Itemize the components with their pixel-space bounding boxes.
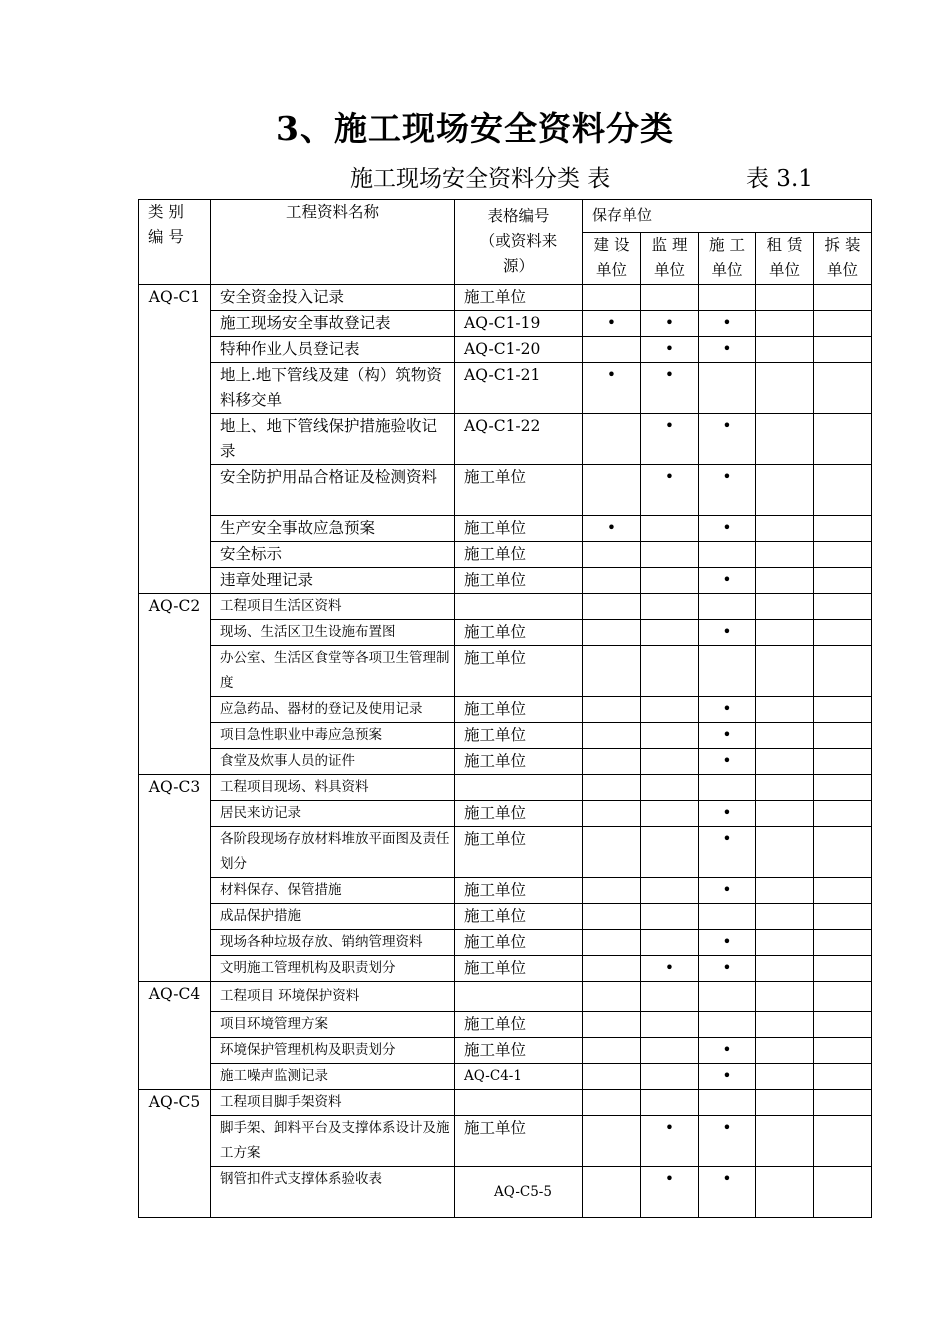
- form-code: [455, 1090, 583, 1116]
- keep-cell: [641, 1038, 699, 1064]
- keep-cell: [756, 697, 814, 723]
- document-name: 各阶段现场存放材料堆放平面图及责任划分: [211, 827, 455, 878]
- form-code: AQ-C4-1: [455, 1064, 583, 1090]
- keep-cell: [583, 414, 641, 465]
- keep-cell: [641, 801, 699, 827]
- table-row: [139, 542, 872, 568]
- form-code: [455, 775, 583, 801]
- keep-cell: [814, 646, 872, 697]
- keep-cell: [641, 775, 699, 801]
- keep-cell: [641, 723, 699, 749]
- keep-cell: [814, 956, 872, 982]
- keep-cell: [756, 723, 814, 749]
- category-code: AQ-C4: [139, 982, 211, 1090]
- header-category: 类 别 编 号: [139, 200, 211, 285]
- keep-cell: [814, 594, 872, 620]
- keep-mark: •: [641, 1116, 699, 1167]
- document-name: 现场、生活区卫生设施布置图: [211, 620, 455, 646]
- keep-cell: [756, 568, 814, 594]
- keep-cell: [756, 1116, 814, 1167]
- keep-cell: [699, 904, 756, 930]
- table-row: [139, 1090, 872, 1116]
- keep-cell: [756, 363, 814, 414]
- form-code: 施工单位: [455, 827, 583, 878]
- header-name: 工程资料名称: [211, 200, 455, 285]
- page-title: 3、施工现场安全资料分类: [276, 109, 674, 148]
- keep-cell: [583, 568, 641, 594]
- form-code: [455, 982, 583, 1012]
- keep-cell: [756, 775, 814, 801]
- keep-mark: •: [699, 1064, 756, 1090]
- keep-cell: [756, 1167, 814, 1218]
- keep-cell: [814, 749, 872, 775]
- document-name: 安全防护用品合格证及检测资料: [211, 465, 455, 516]
- document-name: 食堂及炊事人员的证件: [211, 749, 455, 775]
- keep-cell: [699, 1090, 756, 1116]
- category-code: AQ-C3: [139, 775, 211, 982]
- form-code: AQ-C1-22: [455, 414, 583, 465]
- keep-cell: [814, 775, 872, 801]
- form-code: AQ-C5-5: [455, 1167, 583, 1218]
- table-row: [139, 697, 872, 723]
- table-row: [139, 827, 872, 878]
- document-name: 环境保护管理机构及职责划分: [211, 1038, 455, 1064]
- keep-cell: [641, 982, 699, 1012]
- document-name: 生产安全事故应急预案: [211, 516, 455, 542]
- keep-mark: •: [699, 723, 756, 749]
- keep-cell: [583, 285, 641, 311]
- keep-cell: [583, 904, 641, 930]
- form-code: AQ-C1-21: [455, 363, 583, 414]
- keep-cell: [756, 646, 814, 697]
- category-code: AQ-C1: [139, 285, 211, 594]
- form-code: 施工单位: [455, 749, 583, 775]
- keep-cell: [756, 1064, 814, 1090]
- keep-cell: [814, 1167, 872, 1218]
- keep-cell: [641, 904, 699, 930]
- table-row: [139, 363, 872, 414]
- keep-cell: [814, 568, 872, 594]
- form-code: 施工单位: [455, 620, 583, 646]
- table-row: [139, 594, 872, 620]
- keep-cell: [756, 516, 814, 542]
- document-name: 成品保护措施: [211, 904, 455, 930]
- keep-cell: [814, 827, 872, 878]
- document-name: 工程项目 环境保护资料: [211, 982, 455, 1012]
- keep-mark: •: [699, 697, 756, 723]
- form-code: 施工单位: [455, 516, 583, 542]
- keep-cell: [583, 337, 641, 363]
- keep-mark: •: [641, 1167, 699, 1218]
- table-number: 表 3.1: [746, 166, 813, 192]
- keep-cell: [814, 311, 872, 337]
- keep-cell: [583, 1116, 641, 1167]
- document-name: 安全标示: [211, 542, 455, 568]
- keep-cell: [699, 1012, 756, 1038]
- keep-mark: •: [699, 956, 756, 982]
- keep-mark: •: [699, 620, 756, 646]
- keep-mark: •: [641, 956, 699, 982]
- keep-cell: [583, 723, 641, 749]
- keep-cell: [583, 1064, 641, 1090]
- keep-cell: [641, 1090, 699, 1116]
- keep-mark: •: [699, 1038, 756, 1064]
- keep-cell: [583, 930, 641, 956]
- document-name: 违章处理记录: [211, 568, 455, 594]
- keep-cell: [583, 749, 641, 775]
- keep-cell: [814, 285, 872, 311]
- keep-cell: [814, 878, 872, 904]
- table-row: [139, 930, 872, 956]
- keep-cell: [583, 646, 641, 697]
- category-code: AQ-C2: [139, 594, 211, 775]
- keep-cell: [583, 1167, 641, 1218]
- document-name: 办公室、生活区食堂等各项卫生管理制度: [211, 646, 455, 697]
- table-row: [139, 311, 872, 337]
- keep-cell: [814, 363, 872, 414]
- keep-cell: [814, 930, 872, 956]
- keep-cell: [756, 930, 814, 956]
- form-code: 施工单位: [455, 1038, 583, 1064]
- document-name: 地上、地下管线保护措施验收记录: [211, 414, 455, 465]
- form-code: 施工单位: [455, 723, 583, 749]
- category-code: AQ-C5: [139, 1090, 211, 1218]
- header-unit: 租 赁 单位: [756, 233, 814, 285]
- keep-cell: [583, 1090, 641, 1116]
- keep-cell: [641, 1012, 699, 1038]
- document-name: 项目急性职业中毒应急预案: [211, 723, 455, 749]
- keep-mark: •: [699, 1116, 756, 1167]
- form-code: 施工单位: [455, 904, 583, 930]
- form-code: 施工单位: [455, 801, 583, 827]
- table-row: [139, 414, 872, 465]
- form-code: AQ-C1-19: [455, 311, 583, 337]
- keep-cell: [814, 1090, 872, 1116]
- keep-mark: •: [583, 311, 641, 337]
- keep-cell: [756, 827, 814, 878]
- table-row: [139, 620, 872, 646]
- keep-cell: [583, 801, 641, 827]
- header-unit: 监 理 单位: [641, 233, 699, 285]
- keep-cell: [641, 930, 699, 956]
- keep-cell: [641, 620, 699, 646]
- keep-cell: [756, 982, 814, 1012]
- keep-cell: [756, 1038, 814, 1064]
- table-row: [139, 801, 872, 827]
- table-row: [139, 465, 872, 516]
- keep-cell: [756, 801, 814, 827]
- form-code: 施工单位: [455, 568, 583, 594]
- keep-cell: [699, 646, 756, 697]
- keep-cell: [814, 414, 872, 465]
- keep-cell: [756, 956, 814, 982]
- keep-cell: [699, 542, 756, 568]
- header-unit: 施 工 单位: [699, 233, 756, 285]
- keep-cell: [699, 363, 756, 414]
- keep-cell: [756, 285, 814, 311]
- document-name: 工程项目生活区资料: [211, 594, 455, 620]
- keep-cell: [583, 982, 641, 1012]
- keep-cell: [814, 465, 872, 516]
- keep-cell: [641, 827, 699, 878]
- table-row: [139, 1167, 872, 1218]
- header-keep-unit: 保存单位: [583, 200, 872, 233]
- keep-cell: [583, 1038, 641, 1064]
- keep-cell: [641, 878, 699, 904]
- keep-cell: [756, 749, 814, 775]
- keep-cell: [699, 285, 756, 311]
- keep-cell: [583, 542, 641, 568]
- keep-cell: [583, 878, 641, 904]
- keep-cell: [756, 904, 814, 930]
- table-row: [139, 904, 872, 930]
- document-name: 工程项目现场、料具资料: [211, 775, 455, 801]
- document-name: 施工噪声监测记录: [211, 1064, 455, 1090]
- form-code: 施工单位: [455, 697, 583, 723]
- keep-mark: •: [641, 465, 699, 516]
- document-name: 特种作业人员登记表: [211, 337, 455, 363]
- document-name: 应急药品、器材的登记及使用记录: [211, 697, 455, 723]
- keep-cell: [814, 1116, 872, 1167]
- keep-mark: •: [699, 1167, 756, 1218]
- keep-mark: •: [583, 363, 641, 414]
- keep-cell: [583, 1012, 641, 1038]
- keep-cell: [756, 1012, 814, 1038]
- table-row: [139, 568, 872, 594]
- table-row: [139, 878, 872, 904]
- keep-cell: [814, 1012, 872, 1038]
- keep-mark: •: [641, 414, 699, 465]
- keep-cell: [641, 568, 699, 594]
- document-name: 施工现场安全事故登记表: [211, 311, 455, 337]
- keep-cell: [814, 801, 872, 827]
- keep-cell: [583, 620, 641, 646]
- keep-mark: •: [641, 363, 699, 414]
- document-name: 项目环境管理方案: [211, 1012, 455, 1038]
- table-row: [139, 646, 872, 697]
- keep-mark: •: [699, 465, 756, 516]
- form-code: 施工单位: [455, 542, 583, 568]
- form-code: 施工单位: [455, 878, 583, 904]
- form-code: 施工单位: [455, 1012, 583, 1038]
- document-name: 材料保存、保管措施: [211, 878, 455, 904]
- keep-cell: [756, 1090, 814, 1116]
- table-row: [139, 337, 872, 363]
- keep-mark: •: [699, 311, 756, 337]
- keep-cell: [583, 697, 641, 723]
- keep-cell: [641, 594, 699, 620]
- keep-cell: [756, 311, 814, 337]
- keep-cell: [699, 982, 756, 1012]
- table-row: [139, 775, 872, 801]
- keep-mark: •: [641, 337, 699, 363]
- keep-cell: [814, 1038, 872, 1064]
- keep-cell: [583, 594, 641, 620]
- keep-cell: [756, 878, 814, 904]
- form-code: 施工单位: [455, 465, 583, 516]
- keep-cell: [641, 542, 699, 568]
- document-name: 现场各种垃圾存放、销纳管理资料: [211, 930, 455, 956]
- header-unit: 拆 装 单位: [814, 233, 872, 285]
- header-code: 表格编号 （或资料来 源）: [455, 200, 583, 285]
- document-name: 地上.地下管线及建（构）筑物资料移交单: [211, 363, 455, 414]
- document-name: 工程项目脚手架资料: [211, 1090, 455, 1116]
- form-code: 施工单位: [455, 1116, 583, 1167]
- keep-mark: •: [699, 801, 756, 827]
- keep-cell: [756, 620, 814, 646]
- document-name: 脚手架、卸料平台及支撑体系设计及施工方案: [211, 1116, 455, 1167]
- keep-cell: [814, 904, 872, 930]
- document-name: 居民来访记录: [211, 801, 455, 827]
- keep-mark: •: [699, 568, 756, 594]
- keep-cell: [756, 465, 814, 516]
- keep-cell: [756, 542, 814, 568]
- table-row: [139, 749, 872, 775]
- form-code: 施工单位: [455, 646, 583, 697]
- keep-cell: [583, 827, 641, 878]
- keep-mark: •: [699, 930, 756, 956]
- table-row: [139, 516, 872, 542]
- table-row: [139, 723, 872, 749]
- keep-mark: •: [699, 878, 756, 904]
- keep-cell: [814, 620, 872, 646]
- safety-document-table: [138, 199, 872, 1218]
- keep-cell: [756, 414, 814, 465]
- table-caption: 施工现场安全资料分类 表: [350, 166, 611, 192]
- table-row: [139, 982, 872, 1012]
- keep-mark: •: [641, 311, 699, 337]
- document-name: 文明施工管理机构及职责划分: [211, 956, 455, 982]
- table-row: [139, 285, 872, 311]
- keep-cell: [756, 594, 814, 620]
- keep-cell: [641, 749, 699, 775]
- form-code: AQ-C1-20: [455, 337, 583, 363]
- keep-mark: •: [583, 516, 641, 542]
- keep-mark: •: [699, 337, 756, 363]
- header-unit: 建 设 单位: [583, 233, 641, 285]
- keep-cell: [641, 697, 699, 723]
- keep-cell: [699, 775, 756, 801]
- keep-cell: [641, 516, 699, 542]
- keep-cell: [641, 1064, 699, 1090]
- keep-cell: [583, 956, 641, 982]
- keep-cell: [583, 465, 641, 516]
- keep-cell: [814, 723, 872, 749]
- keep-cell: [814, 1064, 872, 1090]
- keep-cell: [814, 697, 872, 723]
- keep-cell: [814, 337, 872, 363]
- keep-cell: [699, 594, 756, 620]
- document-name: 安全资金投入记录: [211, 285, 455, 311]
- table-row: [139, 1038, 872, 1064]
- table-row: [139, 956, 872, 982]
- keep-mark: •: [699, 749, 756, 775]
- table-row: [139, 1116, 872, 1167]
- keep-mark: •: [699, 414, 756, 465]
- form-code: 施工单位: [455, 956, 583, 982]
- form-code: 施工单位: [455, 930, 583, 956]
- form-code: 施工单位: [455, 285, 583, 311]
- keep-cell: [641, 646, 699, 697]
- keep-cell: [583, 775, 641, 801]
- keep-cell: [814, 542, 872, 568]
- keep-cell: [641, 285, 699, 311]
- keep-mark: •: [699, 516, 756, 542]
- keep-cell: [756, 337, 814, 363]
- form-code: [455, 594, 583, 620]
- table-row: [139, 1012, 872, 1038]
- keep-cell: [814, 516, 872, 542]
- document-name: 钢管扣件式支撑体系验收表: [211, 1167, 455, 1218]
- keep-cell: [814, 982, 872, 1012]
- keep-mark: •: [699, 827, 756, 878]
- table-row: [139, 1064, 872, 1090]
